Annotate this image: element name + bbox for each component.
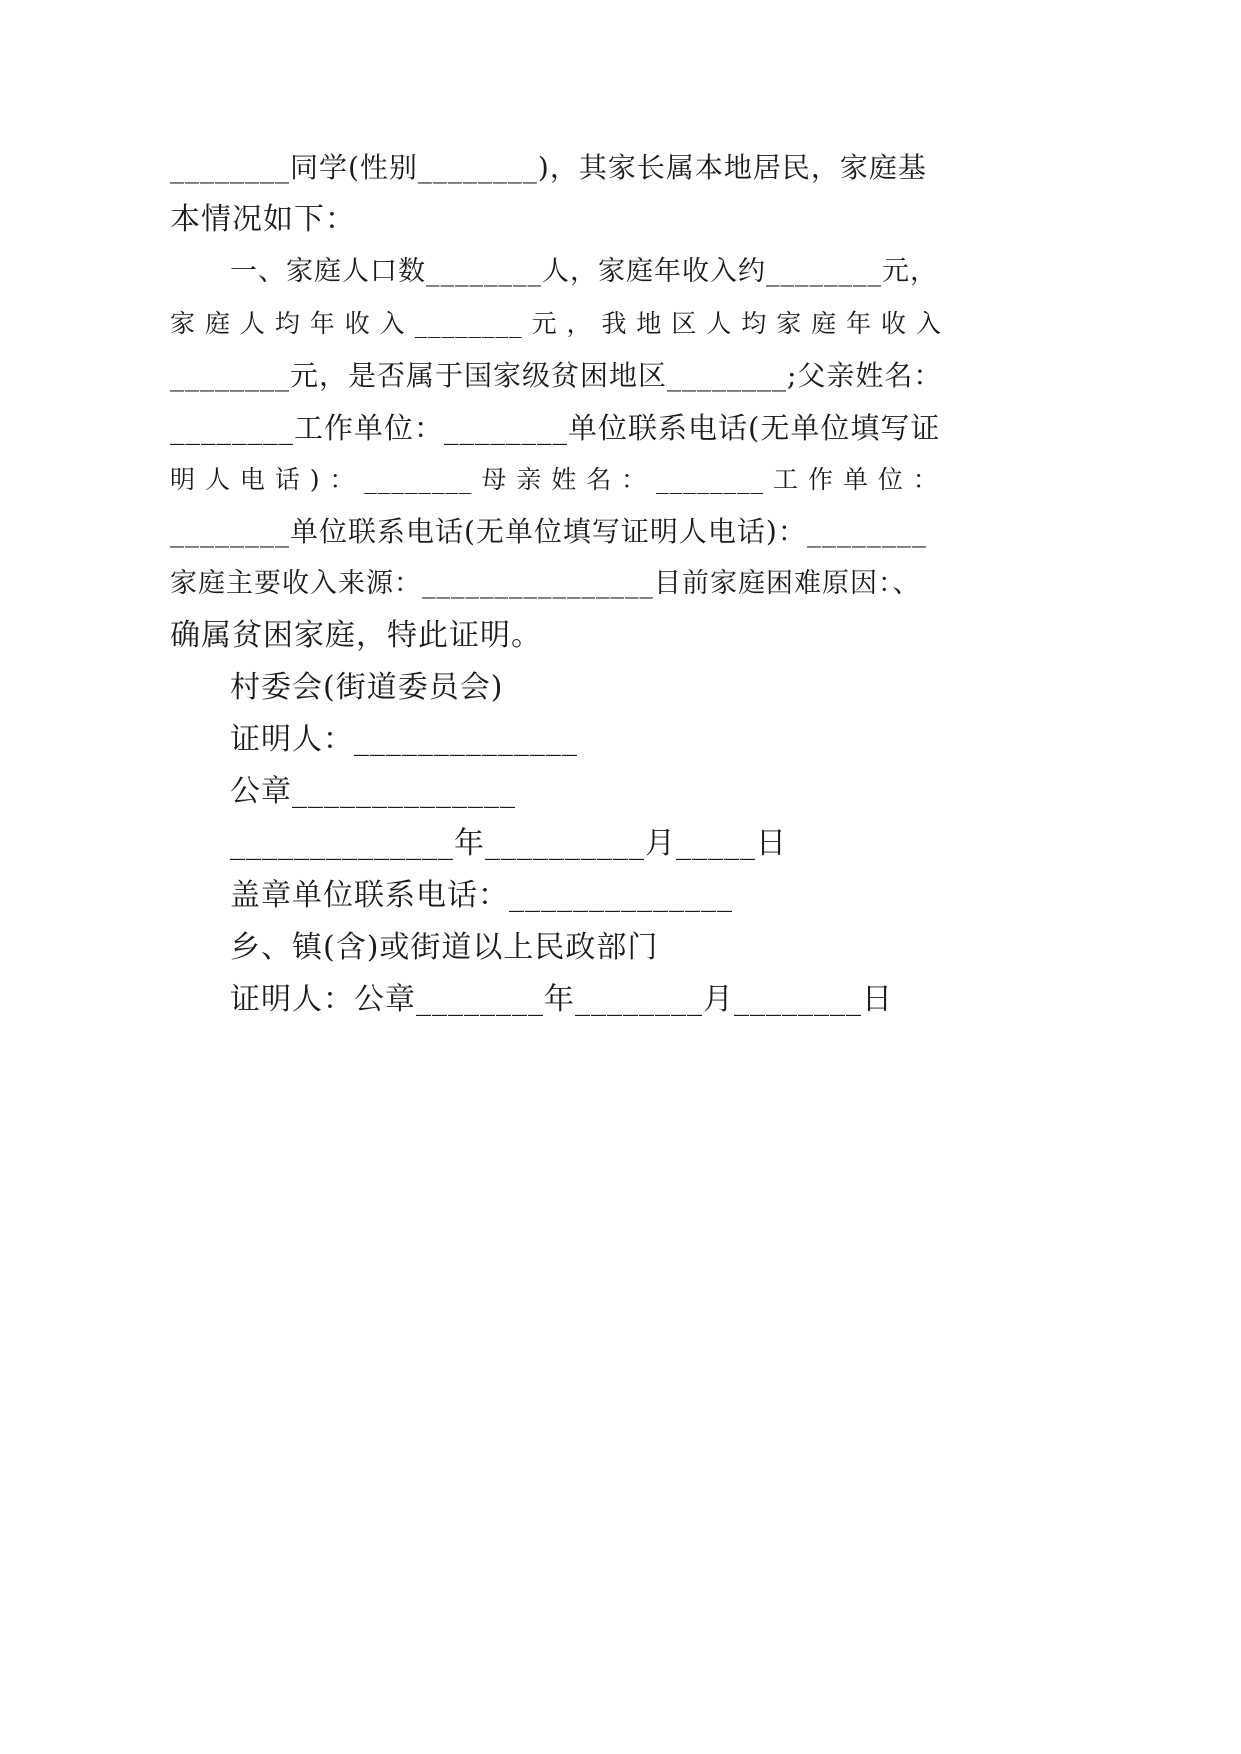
text-line-16: 乡、镇(含)或街道以上民政部门 xyxy=(230,930,659,965)
text-line-10: 确属贫困家庭，特此证明。 xyxy=(170,618,542,653)
text-line-12: 证明人：______________ xyxy=(230,722,578,757)
text-line-7: 明 人 电 话 ) ： ________ 母 亲 姓 名 ： ________ 工 作 单 位 ： xyxy=(170,465,939,494)
text-line-11: 村委会(街道委员会) xyxy=(230,670,504,705)
text-line-2: 本情况如下： xyxy=(170,202,356,237)
text-line-1: ________同学(性别________)，其家长属本地居民，家庭基 xyxy=(170,151,927,184)
text-line-17: 证明人：公章________年________月________日 xyxy=(230,982,893,1017)
text-line-3: 一、家庭人口数________人，家庭年收入约________元， xyxy=(230,256,938,287)
text-line-4: 家 庭 人 均 年 收 入 ________ 元 ， 我 地 区 人 均 家 庭 年 收 入 xyxy=(170,309,942,338)
text-line-13: 公章______________ xyxy=(230,774,516,809)
text-line-14: ______________年__________月_____日 xyxy=(230,826,787,861)
text-line-15: 盖章单位联系电话：______________ xyxy=(230,878,733,913)
text-line-9: 家庭主要收入来源：________________目前家庭困难原因：、 xyxy=(170,568,921,599)
text-line-5: ________元，是否属于国家级贫困地区________;父亲姓名： xyxy=(170,359,943,392)
text-line-8: ________单位联系电话(无单位填写证明人电话)：________ xyxy=(170,515,927,548)
text-line-6: ________工作单位：________单位联系电话(无单位填写证 xyxy=(170,411,941,445)
